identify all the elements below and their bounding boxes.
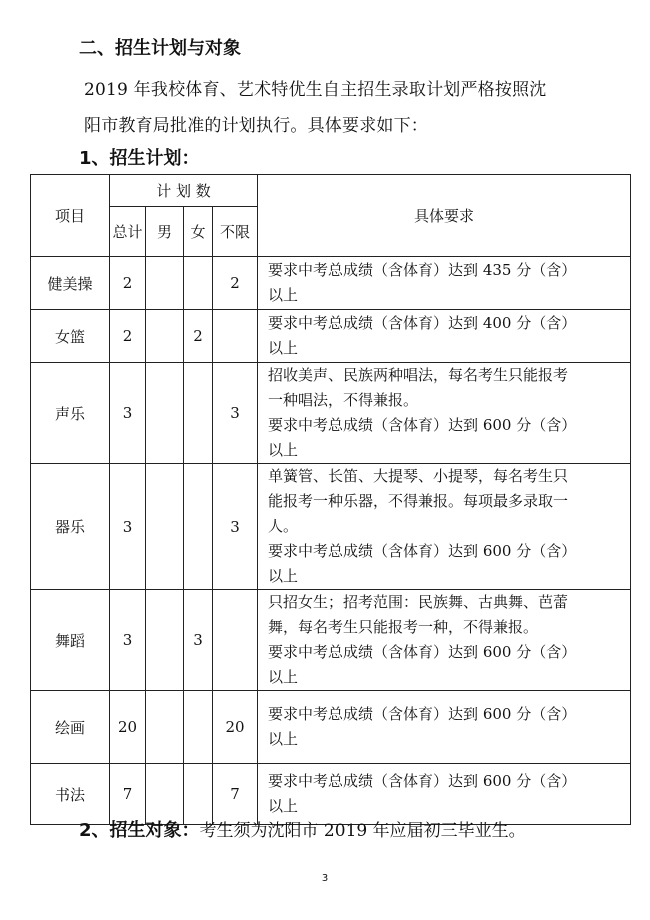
table-row [31, 363, 631, 464]
row-total: 3 [110, 464, 146, 590]
intro-line-2: 阳市教育局批准的计划执行。具体要求如下： [84, 116, 428, 136]
row-requirements [258, 691, 631, 764]
table-row [31, 590, 631, 691]
row-requirements [258, 590, 631, 691]
requirement-line: 以上 [268, 339, 299, 357]
row-unlimited: 20 [213, 691, 258, 764]
row-female: 2 [184, 310, 213, 363]
header-male: 男 [146, 207, 184, 257]
row-unlimited: 3 [213, 464, 258, 590]
row-item: 健美操 [31, 257, 110, 310]
enrollment-target-text: 考生须为沈阳市 2019 年应届初三毕业生。 [199, 821, 526, 841]
row-female [184, 464, 213, 590]
row-item: 女篮 [31, 310, 110, 363]
requirement-line: 能报考一种乐器，不得兼报。每项最多录取一 [268, 492, 569, 510]
row-male [146, 310, 184, 363]
row-male [146, 363, 184, 464]
row-item: 绘画 [31, 691, 110, 764]
row-female [184, 691, 213, 764]
table-row [31, 310, 631, 363]
requirement-line: 要求中考总成绩（含体育）达到 400 分（含） [268, 314, 577, 332]
requirement-line: 舞，每名考生只能报考一种，不得兼报。 [268, 618, 539, 636]
row-total: 3 [110, 363, 146, 464]
header-female: 女 [184, 207, 213, 257]
section-heading: 二、招生计划与对象 [79, 38, 241, 59]
row-requirements [258, 257, 631, 310]
table-row [31, 691, 631, 764]
row-male [146, 257, 184, 310]
requirement-line: 单簧管、长笛、大提琴、小提琴，每名考生只 [268, 467, 569, 485]
enrollment-plan-table [30, 174, 631, 825]
table-header-row [31, 175, 631, 207]
page-number: 3 [321, 873, 329, 884]
header-plan-count: 计 划 数 [110, 175, 258, 207]
requirement-line: 只招女生；招考范围：民族舞、古典舞、芭蕾 [268, 593, 569, 611]
row-requirements [258, 464, 631, 590]
requirement-line: 一种唱法，不得兼报。 [268, 391, 419, 409]
row-unlimited [213, 310, 258, 363]
row-unlimited: 3 [213, 363, 258, 464]
intro-line-1: 2019 年我校体育、艺术特优生自主招生录取计划严格按照沈 [84, 80, 547, 100]
requirement-line: 以上 [268, 286, 299, 304]
requirement-line: 以上 [268, 797, 299, 815]
requirement-line: 人。 [268, 517, 299, 535]
requirement-line: 要求中考总成绩（含体育）达到 435 分（含） [268, 261, 577, 279]
row-female: 3 [184, 590, 213, 691]
row-total: 2 [110, 257, 146, 310]
row-item: 书法 [31, 764, 110, 825]
row-female [184, 257, 213, 310]
requirement-line: 要求中考总成绩（含体育）达到 600 分（含） [268, 772, 577, 790]
table-row [31, 257, 631, 310]
requirement-line: 以上 [268, 668, 299, 686]
row-male [146, 691, 184, 764]
intro-paragraph [84, 72, 616, 144]
requirement-line: 以上 [268, 567, 299, 585]
header-requirements: 具体要求 [258, 175, 631, 257]
requirement-line: 招收美声、民族两种唱法，每名考生只能报考 [268, 366, 569, 384]
header-total: 总计 [110, 207, 146, 257]
row-male [146, 590, 184, 691]
requirement-line: 要求中考总成绩（含体育）达到 600 分（含） [268, 705, 577, 723]
row-total: 2 [110, 310, 146, 363]
row-female [184, 363, 213, 464]
requirement-line: 以上 [268, 730, 299, 748]
header-unlimited: 不限 [213, 207, 258, 257]
row-male [146, 464, 184, 590]
enrollment-plan-title: 1、招生计划： [79, 148, 200, 169]
row-requirements [258, 363, 631, 464]
row-item: 舞蹈 [31, 590, 110, 691]
requirement-line: 要求中考总成绩（含体育）达到 600 分（含） [268, 416, 577, 434]
requirement-line: 以上 [268, 441, 299, 459]
requirement-line: 要求中考总成绩（含体育）达到 600 分（含） [268, 542, 577, 560]
row-unlimited: 7 [213, 764, 258, 825]
row-unlimited [213, 590, 258, 691]
row-requirements [258, 310, 631, 363]
requirement-line: 要求中考总成绩（含体育）达到 600 分（含） [268, 643, 577, 661]
enrollment-target [79, 815, 639, 847]
header-item: 项目 [31, 175, 110, 257]
row-total: 20 [110, 691, 146, 764]
row-unlimited: 2 [213, 257, 258, 310]
row-total: 7 [110, 764, 146, 825]
enrollment-target-title: 2、招生对象： [79, 820, 200, 841]
row-item: 器乐 [31, 464, 110, 590]
row-total: 3 [110, 590, 146, 691]
table-row [31, 464, 631, 590]
row-item: 声乐 [31, 363, 110, 464]
